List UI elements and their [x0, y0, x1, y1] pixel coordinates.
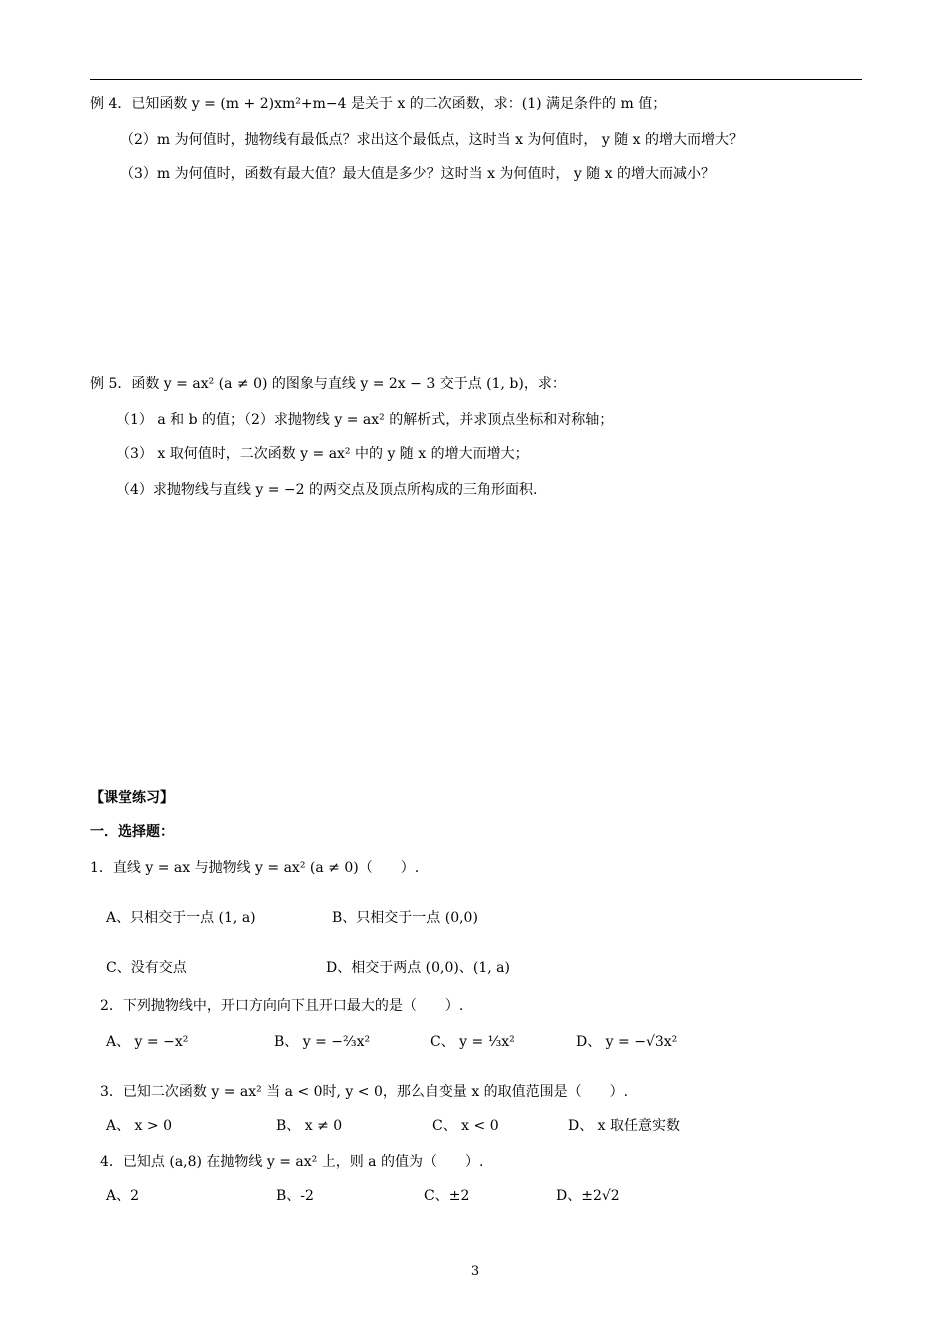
ex4-line-3: （3）m 为何值时，函数有最大值？最大值是多少？这时当 x 为何值时， y 随 x 的增大而减小？: [120, 166, 716, 182]
q2-stem: 2．下列抛物线中，开口方向向下且开口最大的是（ ）.: [100, 998, 464, 1014]
q4-option-b: B、-2: [276, 1188, 314, 1204]
q1-option-a: A、只相交于一点 (1, a): [106, 910, 256, 926]
ex5-line-3: （3） x 取何值时，二次函数 y = ax² 中的 y 随 x 的增大而增大；: [116, 446, 529, 462]
q2-option-a: A、 y = −x²: [106, 1034, 189, 1050]
page-number: 3: [470, 1264, 480, 1279]
section-title: 一．选择题：: [90, 824, 174, 840]
q4-option-d: D、±2√2: [556, 1188, 620, 1204]
q3-option-d: D、 x 取任意实数: [568, 1118, 681, 1134]
ex5-line-4: （4）求抛物线与直线 y = −2 的两交点及顶点所构成的三角形面积.: [116, 482, 538, 498]
q3-stem: 3．已知二次函数 y = ax² 当 a < 0时, y < 0，那么自变量 x 的取值范围是（ ）.: [100, 1084, 629, 1100]
header-rule: [90, 79, 862, 80]
ex4-line-1: 例 4．已知函数 y = (m + 2)xm²+m−4 是关于 x 的二次函数，求：(1) 满足条件的 m 值；: [90, 96, 667, 112]
q3-option-b: B、 x ≠ 0: [276, 1118, 343, 1134]
practice-title: 【课堂练习】: [90, 790, 174, 806]
q3-option-c: C、 x < 0: [432, 1118, 499, 1134]
q3-option-a: A、 x > 0: [106, 1118, 172, 1134]
q2-option-d: D、 y = −√3x²: [576, 1034, 678, 1050]
q2-option-b: B、 y = −⅔x²: [274, 1034, 371, 1050]
ex4-line-2: （2）m 为何值时，抛物线有最低点？求出这个最低点，这时当 x 为何值时， y 随 x 的增大而增大？: [120, 132, 744, 148]
q1-option-b: B、只相交于一点 (0,0): [332, 910, 478, 926]
q1-stem: 1．直线 y = ax 与抛物线 y = ax² (a ≠ 0)（ ）.: [90, 860, 420, 876]
q4-option-c: C、±2: [424, 1188, 470, 1204]
q2-option-c: C、 y = ⅓x²: [430, 1034, 515, 1050]
ex5-line-2: （1） a 和 b 的值；（2）求抛物线 y = ax² 的解析式，并求顶点坐标和对称轴；: [116, 412, 614, 428]
q1-option-d: D、相交于两点 (0,0)、(1, a): [326, 960, 510, 976]
ex5-line-1: 例 5．函数 y = ax² (a ≠ 0) 的图象与直线 y = 2x − 3 交于点 (1, b)，求：: [90, 376, 566, 392]
q1-option-c: C、没有交点: [106, 960, 187, 976]
q4-stem: 4．已知点 (a,8) 在抛物线 y = ax² 上，则 a 的值为（ ）.: [100, 1154, 484, 1170]
q4-option-a: A、2: [106, 1188, 140, 1204]
